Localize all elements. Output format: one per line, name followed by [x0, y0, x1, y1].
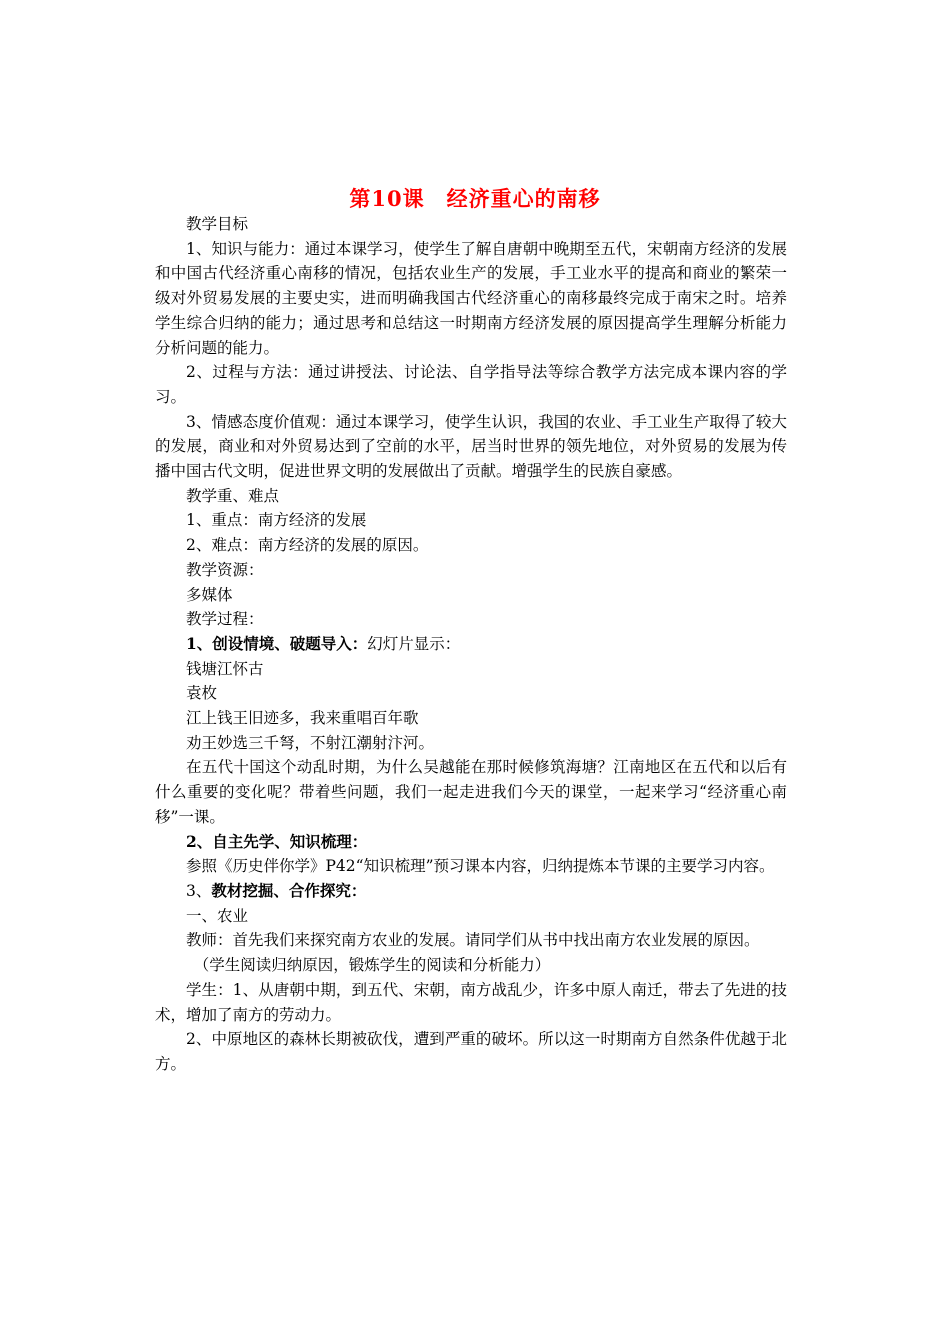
- paragraph-text: 参照《历史伴你学》P42“知识梳理”预习课本内容，归纳提炼本节课的主要学习内容。: [186, 857, 775, 876]
- paragraph: [155, 1027, 787, 1076]
- paragraph: [155, 508, 787, 533]
- paragraph: [155, 953, 787, 978]
- paragraph-text: 在五代十国这个动乱时期，为什么吴越能在那时候修筑海塘？江南地区在五代和以后有什么重要的变化呢？带着些问题，我们一起走进我们今天的课堂，一起来学习“经济重心南移”一课。: [155, 758, 787, 826]
- document-body: [155, 212, 787, 1077]
- paragraph: [155, 830, 787, 855]
- paragraph: [155, 607, 787, 632]
- paragraph: [155, 755, 787, 829]
- paragraph-text: 1、知识与能力：通过本课学习，使学生了解自唐朝中晚期至五代，宋朝南方经济的发展和中国古代经济重心南移的情况，包括农业生产的发展，手工业水平的提高和商业的繁荣一级对外贸易发展的主要史实，进而明确我国古代经济重心的南移最终完成于南宋之时。培养学生综合归纳的能力；通过思考和总结这一时期南方经济发展的原因提高学生理解分析能力分析问题的能力。: [155, 239, 787, 357]
- paragraph: [155, 237, 787, 361]
- paragraph-text: 学生：1、从唐朝中期，到五代、宋朝，南方战乱少，许多中原人南迁，带去了先进的技术，增加了南方的劳动力。: [155, 980, 787, 1024]
- paragraph-heading: 1、创设情境、破题导入：: [186, 633, 368, 653]
- paragraph: [155, 681, 787, 706]
- paragraph-text: 2、过程与方法：通过讲授法、讨论法、自学指导法等综合教学方法完成本课内容的学习。: [155, 363, 787, 406]
- paragraph: [155, 410, 787, 484]
- paragraph: [155, 360, 787, 409]
- paragraph: [155, 879, 787, 904]
- paragraph-text: 2、难点：南方经济的发展的原因。: [186, 536, 429, 555]
- paragraph: [155, 904, 787, 929]
- paragraph-text: 多媒体: [186, 585, 233, 604]
- paragraph: [155, 854, 787, 879]
- paragraph-text: 幻灯片显示：: [367, 634, 461, 653]
- paragraph: [155, 484, 787, 509]
- paragraph: [155, 731, 787, 756]
- paragraph-text: 劝王妙选三千弩，不射江潮射汴河。: [186, 733, 435, 752]
- paragraph-text: 1、重点：南方经济的发展: [186, 511, 367, 530]
- paragraph: [155, 583, 787, 608]
- paragraph-text: 袁枚: [186, 684, 218, 703]
- paragraph: [155, 212, 787, 237]
- paragraph: [155, 706, 787, 731]
- paragraph-text: 教学重、难点: [186, 486, 280, 505]
- paragraph-text: 教学资源：: [186, 560, 264, 579]
- paragraph-text: 3、: [186, 881, 212, 900]
- paragraph: [155, 558, 787, 583]
- paragraph-text: 钱塘江怀古: [186, 659, 264, 678]
- paragraph: [155, 657, 787, 682]
- page-title: 第10课 经济重心的南移: [349, 186, 601, 211]
- paragraph-heading: 2、自主先学、知识梳理：: [186, 831, 368, 851]
- paragraph-text: （学生阅读归纳原因，锻炼学生的阅读和分析能力）: [193, 956, 551, 975]
- paragraph: [155, 632, 787, 657]
- paragraph-text: 教学过程：: [186, 610, 264, 629]
- paragraph: [155, 533, 787, 558]
- paragraph: [155, 928, 787, 953]
- paragraph-text: 教学目标: [186, 215, 249, 233]
- paragraph-text: 一、农业: [186, 906, 249, 925]
- paragraph-text: 3、情感态度价值观：通过本课学习，使学生认识，我国的农业、手工业生产取得了较大的发展，商业和对外贸易达到了空前的水平，居当时世界的领先地位，对外贸易的发展为传播中国古代文明，促进世界文明的发展做出了贡献。增强学生的民族自豪感。: [155, 412, 787, 481]
- paragraph-text: 2、中原地区的森林长期被砍伐，遭到严重的破坏。所以这一时期南方自然条件优越于北方。: [155, 1030, 787, 1073]
- paragraph-text: 江上钱王旧迹多，我来重唱百年歌: [186, 709, 419, 728]
- paragraph: [155, 978, 787, 1027]
- paragraph-heading: 教材挖掘、合作探究：: [211, 880, 367, 900]
- paragraph-text: 教师：首先我们来探究南方农业的发展。请同学们从书中找出南方农业发展的原因。: [186, 931, 760, 950]
